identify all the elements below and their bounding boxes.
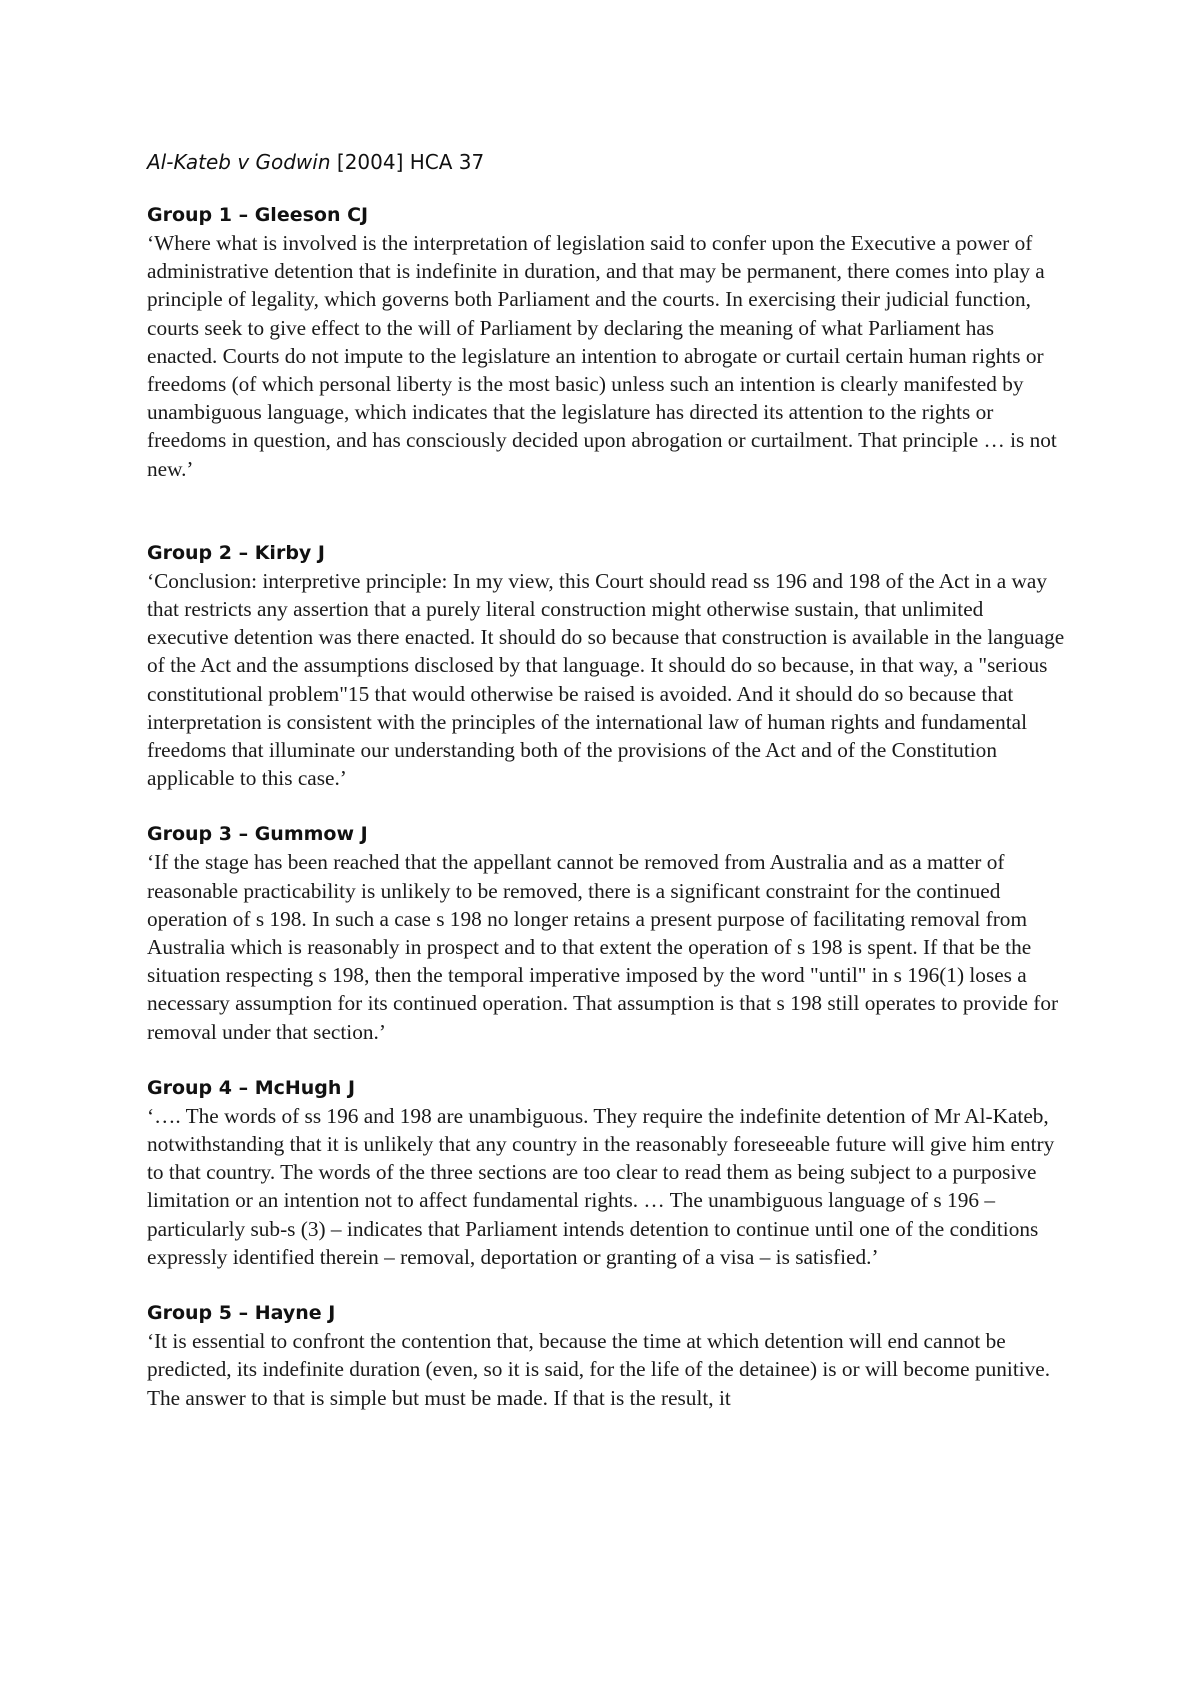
judgment-quote: ‘Where what is involved is the interpretation of legislation said to confer upon the Executive a power of administrative detention that is indefinite in duration, and that may be permanent, there comes into play a principle of legality, which governs both Parliament and the courts. In exercising their judicial function, courts seek to give effect to the will of Parliament by declaring the meaning of what Parliament has enacted. Courts do not impute to the legislature an intention to abrogate or curtail certain human rights or freedoms (of which personal liberty is the most basic) unless such an intention is clearly manifested by unambiguous language, which indicates that the legislature has directed its attention to the rights or freedoms in question, and has consciously decided upon abrogation or curtailment. That principle … is not new.’: [147, 231, 1057, 481]
judgment-quote: ‘If the stage has been reached that the appellant cannot be removed from Australia and as a matter of reasonable practicability is unlikely to be removed, there is a significant constraint for the continued operation of s 198. In such a case s 198 no longer retains a present purpose of facilitating removal from Australia which is reasonably in prospect and to that extent the operation of s 198 is spent. If that be the situation respecting s 198, then the temporal imperative imposed by the word "until" in s 196(1) loses a necessary assumption for its continued operation. That assumption is that s 198 still operates to provide for removal under that section.’: [147, 850, 1059, 1044]
judgment-quote: ‘It is essential to confront the contention that, because the time at which detention will end cannot be predicted, its indefinite duration (even, so it is said, for the life of the detainee) is or will become punitive. The answer to that is simple but must be made. If that is the result, it: [147, 1329, 1051, 1410]
group-heading: Group 1 – Gleeson CJ: [147, 204, 369, 226]
case-citation: [2004] HCA 37: [336, 150, 485, 174]
group-4-section: [147, 1074, 1067, 1271]
group-heading: Group 2 – Kirby J: [147, 541, 325, 564]
group-heading: Group 3 – Gummow J: [147, 823, 368, 846]
group-heading: Group 4 – McHugh J: [147, 1076, 356, 1099]
group-2-section: [147, 539, 1067, 793]
group-1-section: [147, 201, 1067, 483]
document-body: [147, 147, 1067, 1412]
case-name: Al-Kateb v Godwin: [147, 150, 331, 174]
group-5-section: [147, 1299, 1067, 1412]
judgment-quote: ‘…. The words of ss 196 and 198 are unambiguous. They require the indefinite detention of Mr Al-Kateb, notwithstanding that it is unlikely that any country in the reasonably foreseeable future will give him entry to that country. The words of the three sections are too clear to read them as being subject to a purposive limitation or an intention not to affect fundamental rights. … The unambiguous language of s 196 – particularly sub-s (3) – indicates that Parliament intends detention to continue until one of the conditions expressly identified therein – removal, deportation or granting of a visa – is satisfied.’: [147, 1103, 1055, 1269]
group-heading: Group 5 – Hayne J: [147, 1302, 336, 1325]
case-title: [147, 147, 1067, 177]
judgment-quote: ‘Conclusion: interpretive principle: In my view, this Court should read ss 196 and 198 of the Act in a way that restricts any assertion that a purely literal construction might otherwise sustain, that unlimited executive detention was there enacted. It should do so because that construction is available in the language of the Act and the assumptions disclosed by that language. It should do so because, in that way, a "serious constitutional problem"15 that would otherwise be raised is avoided. And it should do so because that interpretation is consistent with the principles of the international law of human rights and fundamental freedoms that illuminate our understanding both of the provisions of the Act and of the Constitution applicable to this case.’: [147, 568, 1065, 791]
group-3-section: [147, 820, 1067, 1045]
